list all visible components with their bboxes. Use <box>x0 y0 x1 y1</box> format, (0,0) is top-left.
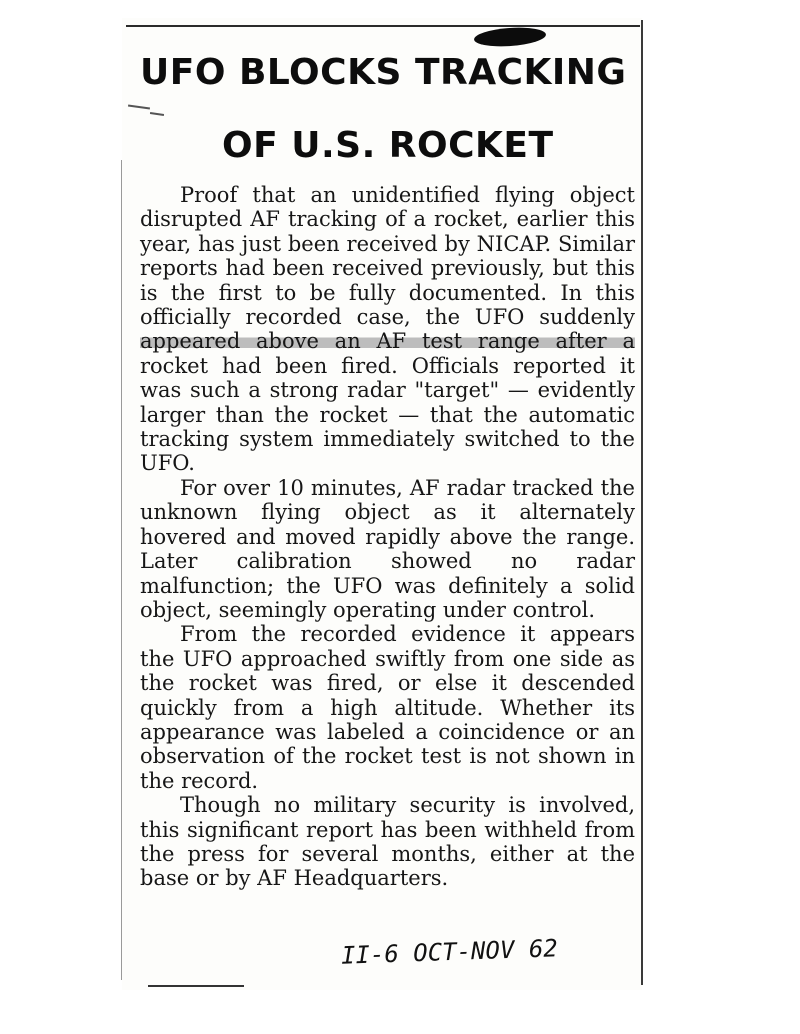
headline-line-2: OF U.S. ROCKET <box>222 125 554 166</box>
highlighted-phrase: appeared above an AF test range after a <box>140 329 635 354</box>
paragraph-1 <box>140 183 635 476</box>
paragraph-4: Though no military security is involved, this significant report has been withheld from the press for several months, either at the base or by AF Headquarters. <box>140 793 635 891</box>
headline-line-1: UFO BLOCKS TRACKING <box>140 52 627 93</box>
paragraph-2: For over 10 minutes, AF radar tracked the unknown flying object as it alternately hovered and moved rapidly above the range. Later calibration showed no radar malfunction; the UFO was definitely a solid object, seemingly operating under control. <box>140 475 635 622</box>
clipping-bottom-edge <box>148 985 244 987</box>
paragraph-1-start: Proof that an unidentified flying object disrupted AF tracking of a rocket, earlier this year, has just been received by NICAP. Similar reports had been received previously, but this is the first to be fully documented. In this officially recorded case, the UFO suddenly <box>140 183 635 330</box>
paragraph-3: From the recorded evidence it appears the UFO approached swiftly from one side as the rocket was fired, or else it descended quickly from a high altitude. Whether its appearance was labeled a coincidence or an observation of the rocket test is not shown in the record. <box>140 622 635 793</box>
handwritten-note: II-6 OCT-NOV 62 <box>340 934 559 970</box>
clipping-left-edge <box>121 160 122 980</box>
clipping-top-edge <box>126 25 640 27</box>
paragraph-1-end: rocket had been fired. Officials reported it was such a strong radar "target" — evidently larger than the rocket — that the automatic tracking system immediately switched to the UFO. <box>140 353 635 476</box>
clipping-right-edge <box>641 20 643 985</box>
article-body <box>140 183 635 891</box>
